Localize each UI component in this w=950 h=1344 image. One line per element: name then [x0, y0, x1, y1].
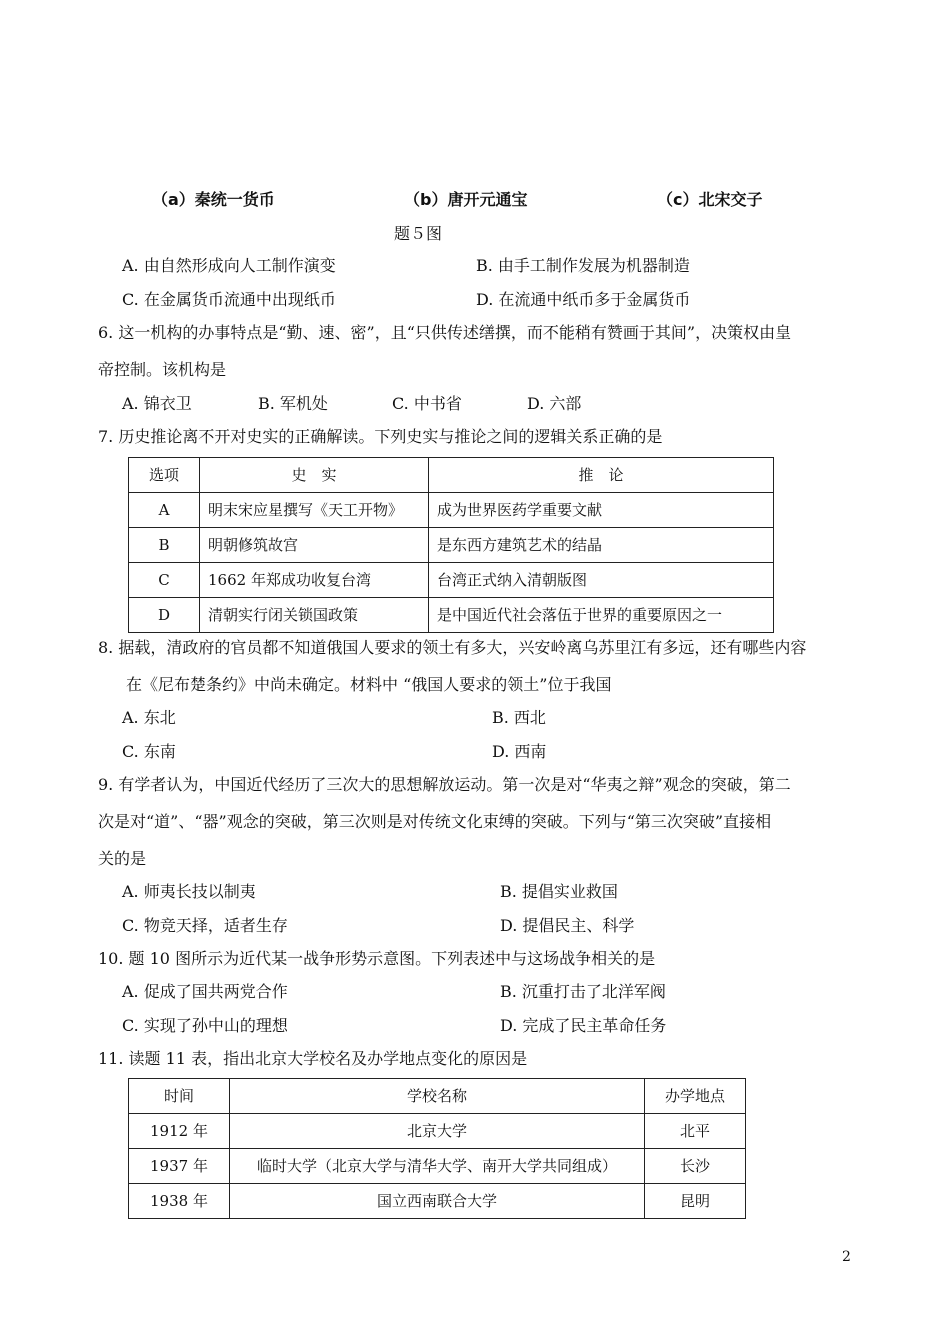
table-cell: 是东西方建筑艺术的结晶: [429, 528, 774, 563]
table-header-cell: 选项: [129, 458, 200, 493]
table-cell: C: [129, 563, 200, 598]
q11-table: [128, 1078, 746, 1219]
table-row: [129, 1114, 746, 1149]
q8-stem-line1: 8. 据载，清政府的官员都不知道俄国人要求的领土有多大，兴安岭离乌苏里江有多远，还有哪些内容: [98, 638, 807, 657]
q6-stem-line1: 6. 这一机构的办事特点是“勤、速、密”，且“只供传述缮撰，而不能稍有赞画于其间”，决策权由皇: [98, 323, 792, 342]
q5-option-b: B. 由手工制作发展为机器制造: [476, 256, 690, 275]
table-cell: 是中国近代社会落伍于世界的重要原因之一: [429, 598, 774, 633]
q9-option-c: C. 物竞天择，适者生存: [122, 916, 288, 935]
table-cell: 1912 年: [129, 1114, 230, 1149]
q9-stem-line2: 次是对“道”、“器”观念的突破，第三次则是对传统文化束缚的突破。下列与“第三次突破”直接相: [98, 812, 772, 831]
table-cell: 临时大学（北京大学与清华大学、南开大学共同组成）: [230, 1149, 645, 1184]
q10-option-b: B. 沉重打击了北洋军阀: [500, 982, 666, 1001]
q6-option-d: D. 六部: [527, 394, 582, 413]
table-cell: 北京大学: [230, 1114, 645, 1149]
table-cell: 成为世界医药学重要文献: [429, 493, 774, 528]
table-cell: 1662 年郑成功收复台湾: [200, 563, 429, 598]
table-cell: 明朝修筑故宫: [200, 528, 429, 563]
q8-option-c: C. 东南: [122, 742, 176, 761]
q8-option-b: B. 西北: [492, 708, 546, 727]
table-row: [129, 563, 774, 598]
q9-stem-line3: 关的是: [98, 849, 147, 868]
caption-c: （c）北宋交子: [657, 190, 763, 209]
table-row: [129, 493, 774, 528]
q6-stem-line2: 帝控制。该机构是: [98, 360, 227, 379]
table-cell: 明末宋应星撰写《天工开物》: [200, 493, 429, 528]
table-header-cell: 学校名称: [230, 1079, 645, 1114]
q7-stem: 7. 历史推论离不开对史实的正确解读。下列史实与推论之间的逻辑关系正确的是: [98, 427, 663, 446]
page-number: 2: [842, 1249, 851, 1265]
table-cell: A: [129, 493, 200, 528]
table-cell: 国立西南联合大学: [230, 1184, 645, 1219]
table-header-cell: 办学地点: [645, 1079, 746, 1114]
q10-option-c: C. 实现了孙中山的理想: [122, 1016, 288, 1035]
table-cell: 长沙: [645, 1149, 746, 1184]
table-cell: 清朝实行闭关锁国政策: [200, 598, 429, 633]
q8-option-d: D. 西南: [492, 742, 547, 761]
table-header-row: [129, 458, 774, 493]
table-cell: 台湾正式纳入清朝版图: [429, 563, 774, 598]
q8-option-a: A. 东北: [122, 708, 176, 727]
q5-option-a: A. 由自然形成向人工制作演变: [122, 256, 336, 275]
q7-table: [128, 457, 774, 633]
q11-stem: 11. 读题 11 表，指出北京大学校名及办学地点变化的原因是: [98, 1049, 528, 1068]
table-cell: 1938 年: [129, 1184, 230, 1219]
q6-option-c: C. 中书省: [392, 394, 462, 413]
q10-option-d: D. 完成了民主革命任务: [500, 1016, 667, 1035]
q8-stem-line2: 在《尼布楚条约》中尚未确定。材料中 “俄国人要求的领土”位于我国: [126, 675, 612, 694]
table-cell: 昆明: [645, 1184, 746, 1219]
table-header-row: [129, 1079, 746, 1114]
table-row: [129, 598, 774, 633]
q9-stem-line1: 9. 有学者认为，中国近代经历了三次大的思想解放运动。第一次是对“华夷之辩”观念的突破，第二: [98, 775, 791, 794]
q5-option-c: C. 在金属货币流通中出现纸币: [122, 290, 336, 309]
q9-option-a: A. 师夷长技以制夷: [122, 882, 256, 901]
table-header-cell: 时间: [129, 1079, 230, 1114]
table-row: [129, 1184, 746, 1219]
figure-label: 题５图: [394, 224, 443, 243]
table-cell: D: [129, 598, 200, 633]
caption-b: （b）唐开元通宝: [404, 190, 528, 209]
q5-option-d: D. 在流通中纸币多于金属货币: [476, 290, 691, 309]
table-row: [129, 528, 774, 563]
q9-option-d: D. 提倡民主、科学: [500, 916, 635, 935]
q10-option-a: A. 促成了国共两党合作: [122, 982, 288, 1001]
table-header-cell: 推 论: [429, 458, 774, 493]
q6-option-b: B. 军机处: [258, 394, 328, 413]
table-header-cell: 史 实: [200, 458, 429, 493]
q6-option-a: A. 锦衣卫: [122, 394, 192, 413]
table-cell: 1937 年: [129, 1149, 230, 1184]
q9-option-b: B. 提倡实业救国: [500, 882, 618, 901]
caption-a: （a）秦统一货币: [152, 190, 275, 209]
table-cell: B: [129, 528, 200, 563]
q10-stem: 10. 题 10 图所示为近代某一战争形势示意图。下列表述中与这场战争相关的是: [98, 949, 656, 968]
table-cell: 北平: [645, 1114, 746, 1149]
table-row: [129, 1149, 746, 1184]
